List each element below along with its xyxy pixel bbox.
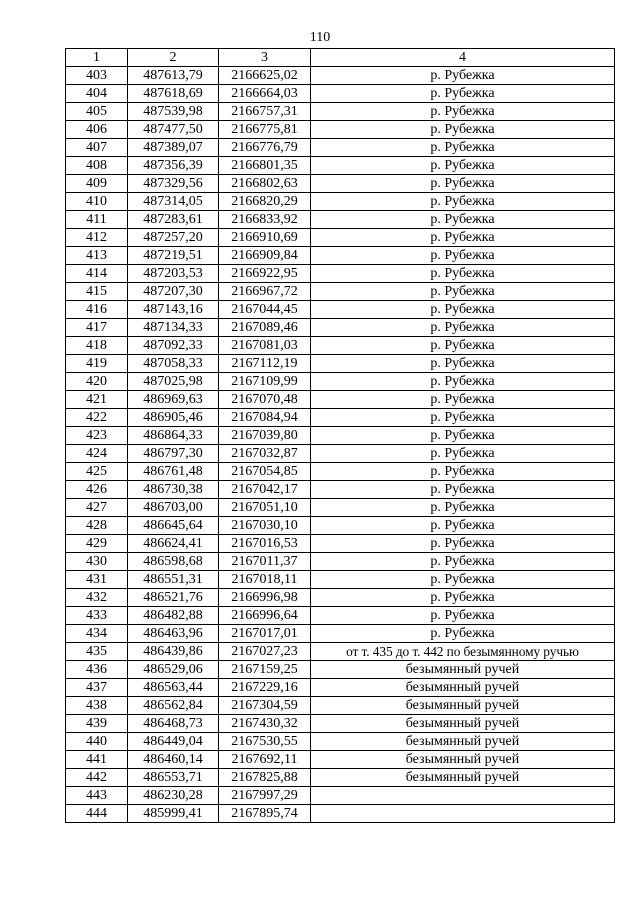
description-cell: р. Рубежка <box>311 283 615 301</box>
table-row <box>66 139 615 157</box>
y-coordinate-cell: 2166833,92 <box>219 211 311 229</box>
table-row <box>66 571 615 589</box>
description-cell: р. Рубежка <box>311 589 615 607</box>
y-coordinate-cell: 2166820,29 <box>219 193 311 211</box>
point-number-cell: 443 <box>66 787 128 805</box>
point-number-cell: 441 <box>66 751 128 769</box>
point-number-cell: 411 <box>66 211 128 229</box>
x-coordinate-cell: 487143,16 <box>128 301 219 319</box>
description-cell: р. Рубежка <box>311 211 615 229</box>
table-row <box>66 607 615 625</box>
description-cell: безымянный ручей <box>311 679 615 697</box>
description-cell: безымянный ручей <box>311 769 615 787</box>
y-coordinate-cell: 2167089,46 <box>219 319 311 337</box>
x-coordinate-cell: 486797,30 <box>128 445 219 463</box>
description-cell <box>311 787 615 805</box>
y-coordinate-cell: 2167070,48 <box>219 391 311 409</box>
table-row <box>66 805 615 823</box>
table-row <box>66 661 615 679</box>
description-cell: р. Рубежка <box>311 247 615 265</box>
point-number-cell: 440 <box>66 733 128 751</box>
y-coordinate-cell: 2167016,53 <box>219 535 311 553</box>
x-coordinate-cell: 487025,98 <box>128 373 219 391</box>
point-number-cell: 442 <box>66 769 128 787</box>
x-coordinate-cell: 485999,41 <box>128 805 219 823</box>
description-cell: р. Рубежка <box>311 481 615 499</box>
description-cell: р. Рубежка <box>311 229 615 247</box>
x-coordinate-cell: 486905,46 <box>128 409 219 427</box>
point-number-cell: 438 <box>66 697 128 715</box>
y-coordinate-cell: 2166664,03 <box>219 85 311 103</box>
point-number-cell: 416 <box>66 301 128 319</box>
y-coordinate-cell: 2167039,80 <box>219 427 311 445</box>
description-cell: р. Рубежка <box>311 445 615 463</box>
point-number-cell: 424 <box>66 445 128 463</box>
description-cell: безымянный ручей <box>311 661 615 679</box>
x-coordinate-cell: 486529,06 <box>128 661 219 679</box>
table-row <box>66 301 615 319</box>
description-cell: безымянный ручей <box>311 733 615 751</box>
table-body <box>66 67 615 823</box>
description-cell: от т. 435 до т. 442 по безымянному ручью <box>311 643 615 661</box>
y-coordinate-cell: 2167109,99 <box>219 373 311 391</box>
y-coordinate-cell: 2167229,16 <box>219 679 311 697</box>
table-row <box>66 751 615 769</box>
y-coordinate-cell: 2166775,81 <box>219 121 311 139</box>
point-number-cell: 412 <box>66 229 128 247</box>
table-row <box>66 193 615 211</box>
x-coordinate-cell: 486598,68 <box>128 553 219 571</box>
x-coordinate-cell: 486521,76 <box>128 589 219 607</box>
description-cell: р. Рубежка <box>311 157 615 175</box>
y-coordinate-cell: 2166757,31 <box>219 103 311 121</box>
y-coordinate-cell: 2167159,25 <box>219 661 311 679</box>
x-coordinate-cell: 487329,56 <box>128 175 219 193</box>
x-coordinate-cell: 486761,48 <box>128 463 219 481</box>
table-row <box>66 391 615 409</box>
x-coordinate-cell: 486468,73 <box>128 715 219 733</box>
description-cell: р. Рубежка <box>311 301 615 319</box>
y-coordinate-cell: 2167997,29 <box>219 787 311 805</box>
x-coordinate-cell: 486730,38 <box>128 481 219 499</box>
x-coordinate-cell: 486230,28 <box>128 787 219 805</box>
description-cell: р. Рубежка <box>311 607 615 625</box>
table-row <box>66 211 615 229</box>
table-row <box>66 67 615 85</box>
x-coordinate-cell: 487134,33 <box>128 319 219 337</box>
y-coordinate-cell: 2167084,94 <box>219 409 311 427</box>
y-coordinate-cell: 2166910,69 <box>219 229 311 247</box>
description-cell: р. Рубежка <box>311 499 615 517</box>
y-coordinate-cell: 2167054,85 <box>219 463 311 481</box>
description-cell: р. Рубежка <box>311 391 615 409</box>
table-header <box>66 49 615 67</box>
table-row <box>66 319 615 337</box>
point-number-cell: 415 <box>66 283 128 301</box>
column-header-y: 3 <box>219 49 311 67</box>
description-cell: р. Рубежка <box>311 625 615 643</box>
column-header-description: 4 <box>311 49 615 67</box>
table-row <box>66 445 615 463</box>
x-coordinate-cell: 487539,98 <box>128 103 219 121</box>
x-coordinate-cell: 486563,44 <box>128 679 219 697</box>
y-coordinate-cell: 2166967,72 <box>219 283 311 301</box>
table-row <box>66 499 615 517</box>
point-number-cell: 408 <box>66 157 128 175</box>
column-header-x: 2 <box>128 49 219 67</box>
table-row <box>66 733 615 751</box>
x-coordinate-cell: 487092,33 <box>128 337 219 355</box>
x-coordinate-cell: 486463,96 <box>128 625 219 643</box>
table-row <box>66 625 615 643</box>
x-coordinate-cell: 487389,07 <box>128 139 219 157</box>
table-row <box>66 697 615 715</box>
point-number-cell: 414 <box>66 265 128 283</box>
description-cell: р. Рубежка <box>311 265 615 283</box>
point-number-cell: 406 <box>66 121 128 139</box>
column-header-point-number: 1 <box>66 49 128 67</box>
point-number-cell: 428 <box>66 517 128 535</box>
table-row <box>66 409 615 427</box>
point-number-cell: 405 <box>66 103 128 121</box>
description-cell: безымянный ручей <box>311 751 615 769</box>
point-number-cell: 403 <box>66 67 128 85</box>
x-coordinate-cell: 486864,33 <box>128 427 219 445</box>
y-coordinate-cell: 2166802,63 <box>219 175 311 193</box>
description-cell: р. Рубежка <box>311 67 615 85</box>
point-number-cell: 413 <box>66 247 128 265</box>
point-number-cell: 426 <box>66 481 128 499</box>
x-coordinate-cell: 487356,39 <box>128 157 219 175</box>
x-coordinate-cell: 487219,51 <box>128 247 219 265</box>
y-coordinate-cell: 2166996,64 <box>219 607 311 625</box>
x-coordinate-cell: 487314,05 <box>128 193 219 211</box>
table-row <box>66 589 615 607</box>
description-cell: р. Рубежка <box>311 553 615 571</box>
point-number-cell: 434 <box>66 625 128 643</box>
x-coordinate-cell: 487203,53 <box>128 265 219 283</box>
x-coordinate-cell: 486449,04 <box>128 733 219 751</box>
x-coordinate-cell: 486703,00 <box>128 499 219 517</box>
point-number-cell: 421 <box>66 391 128 409</box>
description-cell: р. Рубежка <box>311 85 615 103</box>
y-coordinate-cell: 2167018,11 <box>219 571 311 589</box>
point-number-cell: 432 <box>66 589 128 607</box>
x-coordinate-cell: 487618,69 <box>128 85 219 103</box>
x-coordinate-cell: 486645,64 <box>128 517 219 535</box>
description-cell: р. Рубежка <box>311 373 615 391</box>
y-coordinate-cell: 2167304,59 <box>219 697 311 715</box>
table-row <box>66 553 615 571</box>
table-row <box>66 103 615 121</box>
table-row <box>66 247 615 265</box>
point-number-cell: 437 <box>66 679 128 697</box>
y-coordinate-cell: 2167017,01 <box>219 625 311 643</box>
y-coordinate-cell: 2167011,37 <box>219 553 311 571</box>
description-cell: р. Рубежка <box>311 103 615 121</box>
point-number-cell: 430 <box>66 553 128 571</box>
x-coordinate-cell: 487283,61 <box>128 211 219 229</box>
point-number-cell: 435 <box>66 643 128 661</box>
y-coordinate-cell: 2166922,95 <box>219 265 311 283</box>
point-number-cell: 404 <box>66 85 128 103</box>
description-cell: р. Рубежка <box>311 319 615 337</box>
y-coordinate-cell: 2167030,10 <box>219 517 311 535</box>
table-row <box>66 463 615 481</box>
description-cell: р. Рубежка <box>311 409 615 427</box>
table-row <box>66 265 615 283</box>
table-row <box>66 787 615 805</box>
point-number-cell: 429 <box>66 535 128 553</box>
y-coordinate-cell: 2167051,10 <box>219 499 311 517</box>
y-coordinate-cell: 2167027,23 <box>219 643 311 661</box>
point-number-cell: 410 <box>66 193 128 211</box>
point-number-cell: 409 <box>66 175 128 193</box>
point-number-cell: 422 <box>66 409 128 427</box>
x-coordinate-cell: 486460,14 <box>128 751 219 769</box>
y-coordinate-cell: 2167530,55 <box>219 733 311 751</box>
page-number: 110 <box>309 30 331 45</box>
point-number-cell: 427 <box>66 499 128 517</box>
y-coordinate-cell: 2167825,88 <box>219 769 311 787</box>
point-number-cell: 439 <box>66 715 128 733</box>
x-coordinate-cell: 486562,84 <box>128 697 219 715</box>
point-number-cell: 418 <box>66 337 128 355</box>
x-coordinate-cell: 486969,63 <box>128 391 219 409</box>
description-cell: р. Рубежка <box>311 175 615 193</box>
table-row <box>66 679 615 697</box>
description-cell: р. Рубежка <box>311 121 615 139</box>
point-number-cell: 420 <box>66 373 128 391</box>
point-number-cell: 444 <box>66 805 128 823</box>
table-row <box>66 481 615 499</box>
x-coordinate-cell: 486482,88 <box>128 607 219 625</box>
description-cell: безымянный ручей <box>311 697 615 715</box>
table-row <box>66 643 615 661</box>
point-number-cell: 417 <box>66 319 128 337</box>
table-row <box>66 337 615 355</box>
x-coordinate-cell: 487058,33 <box>128 355 219 373</box>
y-coordinate-cell: 2167032,87 <box>219 445 311 463</box>
table-row <box>66 283 615 301</box>
table-row <box>66 715 615 733</box>
description-cell: р. Рубежка <box>311 193 615 211</box>
table-row <box>66 85 615 103</box>
description-cell: р. Рубежка <box>311 517 615 535</box>
description-cell: безымянный ручей <box>311 715 615 733</box>
point-number-cell: 407 <box>66 139 128 157</box>
description-cell: р. Рубежка <box>311 535 615 553</box>
point-number-cell: 425 <box>66 463 128 481</box>
x-coordinate-cell: 486553,71 <box>128 769 219 787</box>
table-row <box>66 535 615 553</box>
description-cell: р. Рубежка <box>311 427 615 445</box>
x-coordinate-cell: 487613,79 <box>128 67 219 85</box>
y-coordinate-cell: 2166801,35 <box>219 157 311 175</box>
x-coordinate-cell: 487477,50 <box>128 121 219 139</box>
table-row <box>66 427 615 445</box>
x-coordinate-cell: 487207,30 <box>128 283 219 301</box>
description-cell: р. Рубежка <box>311 337 615 355</box>
description-cell: р. Рубежка <box>311 463 615 481</box>
point-number-cell: 436 <box>66 661 128 679</box>
description-cell: р. Рубежка <box>311 571 615 589</box>
description-cell: р. Рубежка <box>311 355 615 373</box>
x-coordinate-cell: 486439,86 <box>128 643 219 661</box>
x-coordinate-cell: 486624,41 <box>128 535 219 553</box>
table-row <box>66 157 615 175</box>
description-cell: р. Рубежка <box>311 139 615 157</box>
table-row <box>66 355 615 373</box>
table-row <box>66 121 615 139</box>
y-coordinate-cell: 2166625,02 <box>219 67 311 85</box>
y-coordinate-cell: 2167081,03 <box>219 337 311 355</box>
point-number-cell: 423 <box>66 427 128 445</box>
point-number-cell: 431 <box>66 571 128 589</box>
y-coordinate-cell: 2166996,98 <box>219 589 311 607</box>
table-row <box>66 229 615 247</box>
y-coordinate-cell: 2166776,79 <box>219 139 311 157</box>
coordinates-table <box>65 48 615 823</box>
table-row <box>66 373 615 391</box>
y-coordinate-cell: 2167044,45 <box>219 301 311 319</box>
table-row <box>66 769 615 787</box>
x-coordinate-cell: 487257,20 <box>128 229 219 247</box>
header-row <box>66 49 615 67</box>
point-number-cell: 433 <box>66 607 128 625</box>
point-number-cell: 419 <box>66 355 128 373</box>
x-coordinate-cell: 486551,31 <box>128 571 219 589</box>
y-coordinate-cell: 2167042,17 <box>219 481 311 499</box>
table-row <box>66 175 615 193</box>
y-coordinate-cell: 2167895,74 <box>219 805 311 823</box>
y-coordinate-cell: 2166909,84 <box>219 247 311 265</box>
description-cell <box>311 805 615 823</box>
y-coordinate-cell: 2167692,11 <box>219 751 311 769</box>
y-coordinate-cell: 2167112,19 <box>219 355 311 373</box>
table-row <box>66 517 615 535</box>
y-coordinate-cell: 2167430,32 <box>219 715 311 733</box>
